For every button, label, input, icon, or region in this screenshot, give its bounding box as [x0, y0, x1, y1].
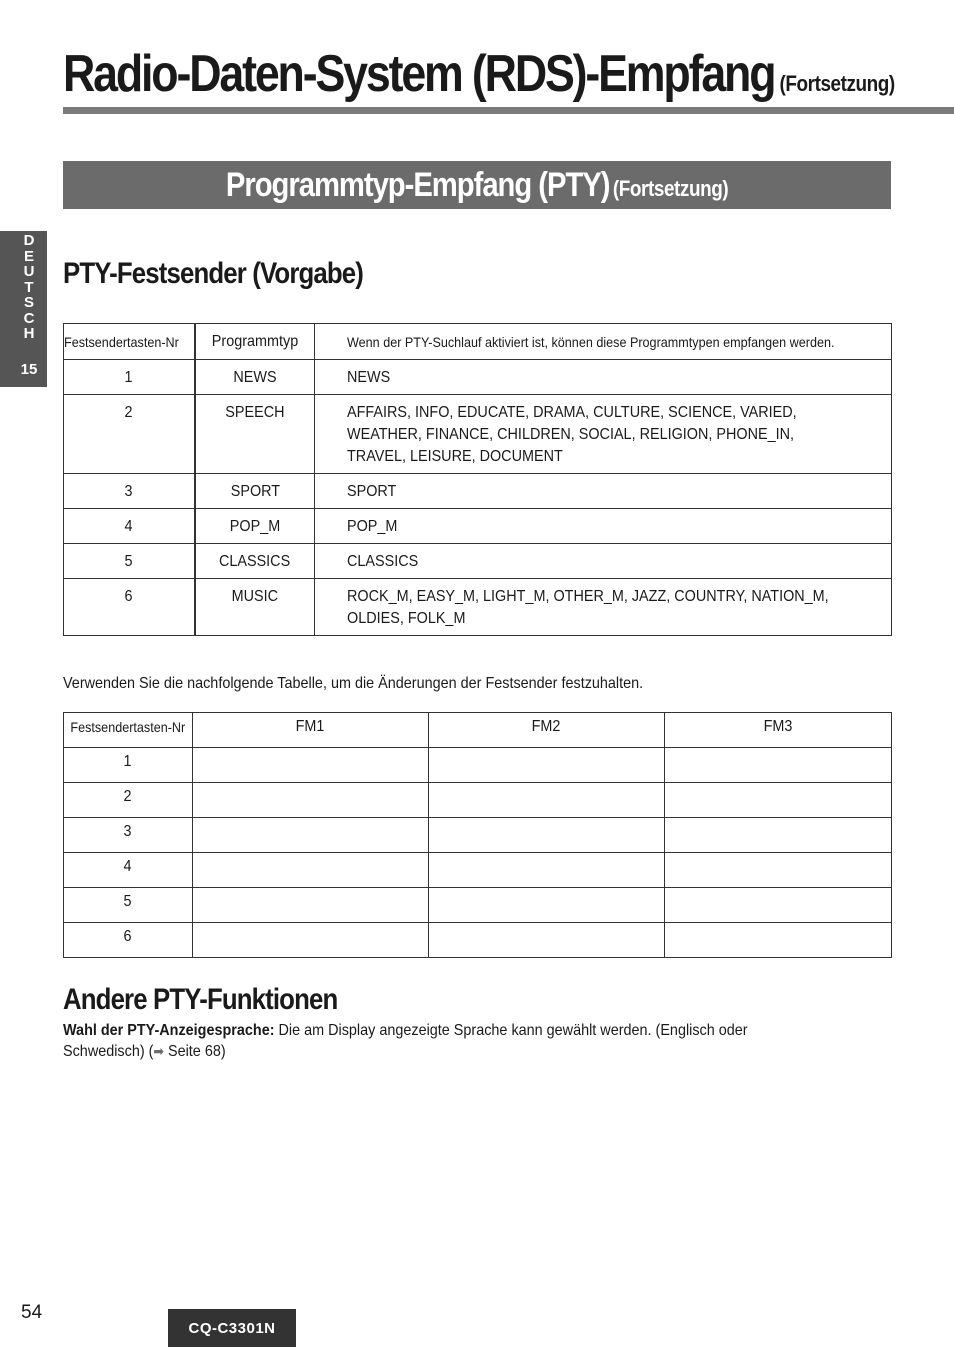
language-tab-page: 15	[20, 361, 38, 378]
memo-cell-fm2[interactable]	[428, 748, 664, 783]
language-side-tab	[0, 231, 47, 387]
table-row	[64, 853, 892, 888]
table-cell: ROCK_M, EASY_M, LIGHT_M, OTHER_M, JAZZ, COUNTRY, NATION_M, OLDIES, FOLK_M	[315, 579, 892, 636]
memo-table	[63, 712, 892, 958]
table-header: Wenn der PTY-Suchlauf aktiviert ist, können diese Programmtypen empfangen werden.	[315, 324, 892, 360]
table-cell: POP_M	[315, 509, 892, 544]
language-selection-desc: Die am Display angezeigte Sprache kann gewählt werden. (Englisch oder	[274, 1022, 748, 1039]
table-cell: SPEECH	[195, 395, 315, 474]
memo-cell-fm3[interactable]	[664, 783, 891, 818]
table-cell: NEWS	[315, 360, 892, 395]
language-selection-desc-2: Schwedisch) (	[63, 1043, 154, 1060]
memo-cell-fm1[interactable]	[192, 888, 428, 923]
memo-cell-fm1[interactable]	[192, 748, 428, 783]
memo-cell-fm3[interactable]	[664, 818, 891, 853]
other-functions-heading: Andere PTY-Funktionen	[63, 983, 338, 1016]
table-cell: 4	[64, 853, 193, 888]
memo-cell-fm2[interactable]	[428, 923, 664, 958]
section-title: Programmtyp-Empfang (PTY)	[225, 165, 610, 204]
table-cell: SPORT	[315, 474, 892, 509]
table-row	[64, 509, 892, 544]
table-row	[64, 818, 892, 853]
tab-letter: T	[24, 278, 34, 296]
table-cell: 1	[64, 748, 193, 783]
tab-letter: S	[23, 294, 34, 311]
table-cell: 3	[64, 818, 193, 853]
table-cell: SPORT	[195, 474, 315, 509]
language-selection-text	[63, 1020, 873, 1062]
table-cell: 5	[64, 544, 195, 579]
memo-cell-fm2[interactable]	[428, 853, 664, 888]
table-row	[64, 360, 892, 395]
table-cell: 5	[64, 888, 193, 923]
memo-intro: Verwenden Sie die nachfolgende Tabelle, um die Änderungen der Festsender festzuhalten.	[63, 675, 644, 692]
tab-letter: D	[23, 232, 35, 249]
table-row	[64, 923, 892, 958]
table-cell: 4	[64, 509, 195, 544]
section-bar	[63, 161, 891, 209]
memo-cell-fm1[interactable]	[192, 783, 428, 818]
memo-cell-fm2[interactable]	[428, 818, 664, 853]
table-cell: 3	[64, 474, 195, 509]
table-header-row	[64, 713, 892, 748]
table-cell: 2	[64, 783, 193, 818]
tab-letter: U	[23, 263, 35, 280]
table-header: Programmtyp	[195, 324, 315, 360]
table-cell: AFFAIRS, INFO, EDUCATE, DRAMA, CULTURE, SCIENCE, VARIED, WEATHER, FINANCE, CHILDREN, SOCIAL, RELIGION, PHONE_IN, TRAVEL, LEISURE, DOCUMENT	[315, 395, 892, 474]
table-cell: POP_M	[195, 509, 315, 544]
language-tab-letters	[0, 233, 58, 342]
memo-cell-fm2[interactable]	[428, 888, 664, 923]
memo-cell-fm3[interactable]	[664, 923, 891, 958]
memo-cell-fm3[interactable]	[664, 748, 891, 783]
model-badge: CQ-C3301N	[168, 1309, 296, 1347]
page-reference-link[interactable]: Seite 68)	[163, 1043, 226, 1060]
table-cell: 6	[64, 579, 195, 636]
table-cell: 2	[64, 395, 195, 474]
memo-cell-fm3[interactable]	[664, 853, 891, 888]
table-row	[64, 395, 892, 474]
table-header: Festsendertasten-Nr	[64, 713, 193, 748]
table-header: FM1	[192, 713, 428, 748]
table-cell: 1	[64, 360, 195, 395]
table-cell: CLASSICS	[195, 544, 315, 579]
table-header: FM2	[428, 713, 664, 748]
title-rule	[63, 107, 954, 114]
table-cell: CLASSICS	[315, 544, 892, 579]
memo-cell-fm1[interactable]	[192, 923, 428, 958]
page-title-suffix: (Fortsetzung)	[779, 71, 895, 96]
table-header: Festsendertasten-Nr	[64, 324, 195, 360]
tab-letter: E	[23, 247, 34, 265]
table-row	[64, 544, 892, 579]
table-header-row	[64, 324, 892, 360]
table-row	[64, 783, 892, 818]
memo-cell-fm1[interactable]	[192, 853, 428, 888]
page-number: 54	[21, 1302, 43, 1323]
section-title-suffix: (Fortsetzung)	[612, 175, 729, 201]
memo-cell-fm3[interactable]	[664, 888, 891, 923]
memo-cell-fm2[interactable]	[428, 783, 664, 818]
table-row	[64, 888, 892, 923]
language-selection-label: Wahl der PTY-Anzeigesprache:	[63, 1022, 275, 1039]
table-row	[64, 579, 892, 636]
preset-heading: PTY-Festsender (Vorgabe)	[63, 257, 364, 290]
table-cell: NEWS	[195, 360, 315, 395]
table-cell: 6	[64, 923, 193, 958]
pty-preset-table	[63, 323, 892, 636]
tab-letter: H	[23, 325, 35, 342]
table-cell: MUSIC	[195, 579, 315, 636]
memo-cell-fm1[interactable]	[192, 818, 428, 853]
page-title-text: Radio-Daten-System (RDS)-Empfang	[63, 45, 775, 103]
table-row	[64, 474, 892, 509]
page-title	[63, 44, 895, 114]
table-header: FM3	[664, 713, 891, 748]
table-row	[64, 748, 892, 783]
tab-letter: C	[23, 309, 35, 327]
arrow-right-icon: ➡	[153, 1043, 164, 1059]
